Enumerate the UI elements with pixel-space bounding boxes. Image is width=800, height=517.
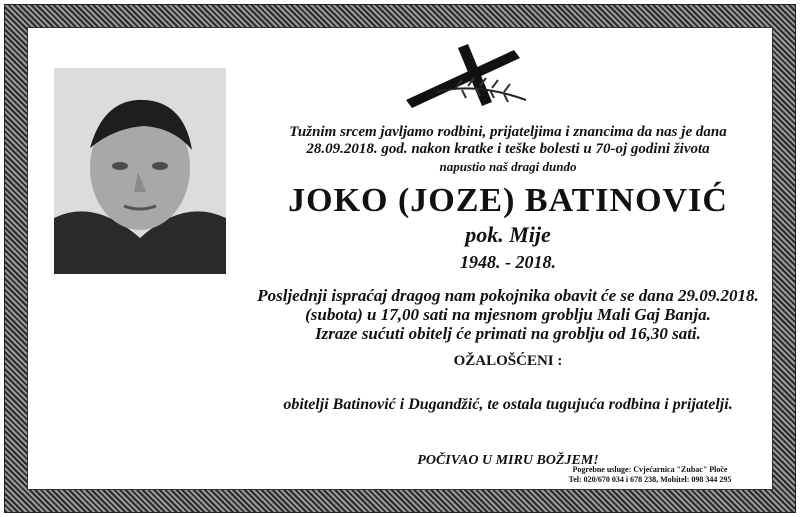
credit-line-1: Pogrebne usluge: Cvjećarnica "Zubac" Ploče: [572, 465, 728, 474]
obituary-inner: [27, 27, 773, 490]
intro-line-3: napustio naš dragi dundo: [439, 159, 577, 174]
life-years: 1948. - 2018.: [460, 252, 556, 272]
funeral-service-credit: [540, 465, 760, 485]
funeral-line-2: (subota) u 17,00 sati na mjesnom groblju Mali Gaj Banja.: [305, 305, 711, 324]
obituary-card: [4, 4, 796, 513]
intro-line-1: Tužnim srcem javljamo rodbini, prijateljima i znancima da nas je dana: [289, 124, 727, 140]
funeral-line-1: Posljednji ispraćaj dragog nam pokojnika obavit će se dana 29.09.2018.: [257, 286, 759, 305]
father-name: pok. Mije: [465, 222, 551, 247]
cross-with-palm-icon: [396, 42, 536, 112]
intro-line-2: 28.09.2018. god. nakon kratke i teške bolesti u 70-oj godini života: [306, 141, 710, 157]
closing-phrase: POČIVAO U MIRU BOŽJEM!: [417, 453, 599, 468]
mourners-list: obitelji Batinović i Dugandžić, te ostala tugujuća rodbina i prijatelji.: [283, 396, 733, 413]
mourners-title: OŽALOŠĆENI :: [453, 353, 563, 369]
funeral-line-3: Izraze sućuti obitelj će primati na groblju od 16,30 sati.: [315, 324, 701, 343]
announcement-intro: [228, 124, 788, 175]
credit-line-2: Tel: 020/670 034 i 678 238, Mobitel: 098 344 295: [568, 475, 732, 484]
portrait-photo: [54, 68, 226, 274]
funeral-details: [228, 286, 788, 343]
deceased-name: JOKO (JOZE) BATINOVIĆ: [288, 182, 728, 219]
